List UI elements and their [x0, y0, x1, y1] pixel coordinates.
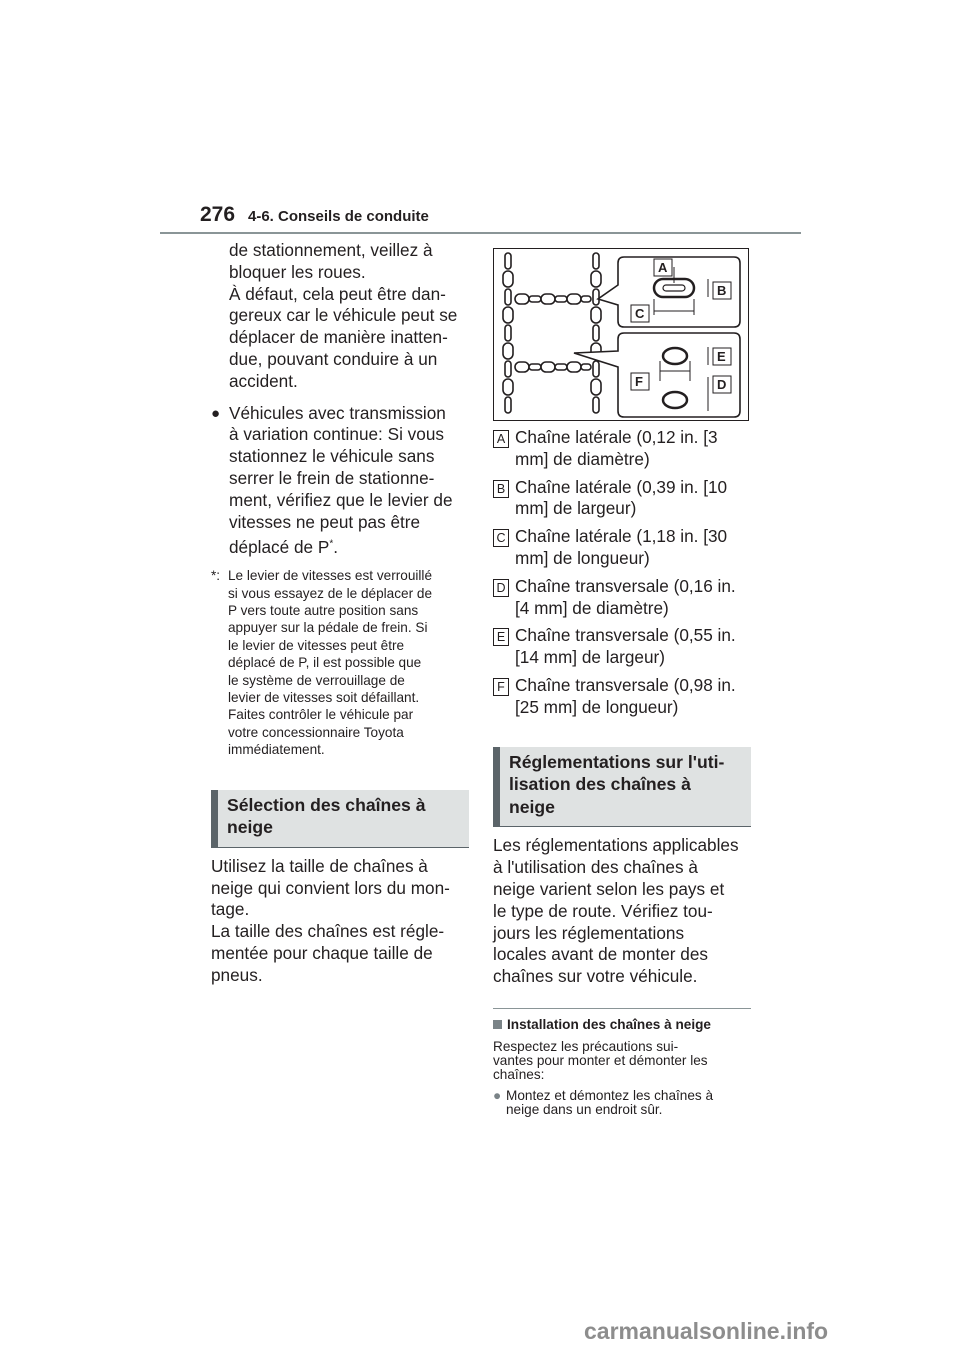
text-line: vantes pour monter et démonter les [493, 1052, 708, 1068]
text-line: mm] de largeur) [515, 498, 637, 519]
legend-item [493, 576, 751, 620]
figure-label: E [717, 349, 726, 364]
bullet-text [229, 403, 453, 560]
figure-label: F [635, 374, 643, 389]
text-line: déplacé de P, il est possible que [228, 655, 422, 671]
text-line: neige varient selon les pays et [493, 878, 725, 899]
section-heading [493, 747, 751, 828]
text-line: stationnez le véhicule sans [229, 446, 435, 467]
legend-item [493, 526, 751, 570]
figure-label: C [635, 306, 645, 321]
circle-bullet-icon: ● [493, 1087, 502, 1103]
legend-letter: B [493, 480, 509, 498]
text-line: Chaîne transversale (0,16 in. [515, 575, 736, 596]
watermark: carmanualsonline.info [584, 1318, 829, 1344]
text-line: Respectez les précautions sui- [493, 1038, 679, 1054]
text-line: Chaîne latérale (1,18 in. [30 [515, 526, 728, 547]
text-line: [14 mm] de largeur) [515, 647, 665, 668]
footnote-mark: *: [211, 568, 221, 584]
text-span: . [333, 537, 339, 558]
legend-letter: C [493, 529, 509, 547]
text-line: serrer le frein de stationne- [229, 467, 435, 488]
text-line: Chaîne transversale (0,55 in. [515, 625, 736, 646]
legend-text [515, 427, 718, 471]
text-line: mm] de longueur) [515, 547, 650, 568]
heading-line: neige [509, 796, 555, 817]
right-column [493, 248, 751, 1117]
text-line: vitesses ne peut pas être [229, 511, 421, 532]
legend-letter: E [493, 628, 509, 646]
bullet-text [506, 1089, 713, 1117]
left-column [211, 240, 469, 987]
text-line: accident. [229, 370, 298, 391]
subsection-divider [493, 1008, 751, 1009]
subsection-bullet [493, 1089, 751, 1117]
bullet-dot-icon: ● [211, 404, 221, 422]
heading-line: Réglementations sur l'uti- [509, 751, 725, 772]
square-bullet-icon [493, 1020, 502, 1029]
text-line: le système de verrouillage de [228, 672, 405, 688]
text-line: pneus. [211, 964, 263, 985]
text-line: bloquer les roues. [229, 261, 366, 282]
footnote-text [228, 567, 432, 758]
legend-item [493, 675, 751, 719]
text-line: locales avant de monter des [493, 944, 708, 965]
snow-chain-figure [493, 248, 749, 421]
heading-line: lisation des chaînes à [509, 774, 691, 795]
text-line: le type de route. Vérifiez tou- [493, 900, 713, 921]
text-line: le levier de vitesses peut être [228, 637, 405, 653]
text-line: À défaut, cela peut être dan- [229, 283, 446, 304]
text-line: due, pouvant conduire à un [229, 348, 438, 369]
legend-text [515, 625, 736, 669]
text-line: Les réglementations applicables [493, 835, 739, 856]
text-line: neige dans un endroit sûr. [506, 1101, 663, 1117]
heading-line: Sélection des chaînes à [227, 794, 426, 815]
legend-letter: D [493, 579, 509, 597]
header-divider [160, 232, 801, 234]
snow-chain-diagram [494, 249, 748, 420]
text-line: immédiatement. [228, 742, 325, 758]
text-line: mm] de diamètre) [515, 448, 650, 469]
text-line: Utilisez la taille de chaînes à [211, 855, 428, 876]
text-line: si vous essayez de le déplacer de [228, 585, 433, 601]
footnote-marker: * [329, 538, 334, 550]
text-line [229, 537, 453, 559]
text-span: déplacé de P [229, 537, 330, 558]
figure-legend [493, 427, 751, 719]
text-line: tage. [211, 899, 250, 920]
legend-item [493, 477, 751, 521]
text-line: appuyer sur la pédale de frein. Si [228, 620, 428, 636]
footnote [211, 567, 469, 758]
legend-text [515, 675, 736, 719]
subsection-title-text: Installation des chaînes à neige [507, 1016, 711, 1032]
section-heading [211, 790, 469, 848]
text-line: neige qui convient lors du mon- [211, 877, 450, 898]
text-line: Faites contrôler le véhicule par [228, 707, 414, 723]
text-line: chaînes: [493, 1066, 545, 1082]
continuation-paragraph [229, 240, 469, 393]
text-line: levier de vitesses soit défaillant. [228, 690, 420, 705]
legend-text [515, 576, 736, 620]
text-line: gereux car le véhicule peut se [229, 305, 458, 326]
legend-text [515, 477, 727, 521]
figure-label: B [717, 283, 727, 298]
text-line: votre concessionnaire Toyota [228, 724, 404, 740]
text-line: Montez et démontez les chaînes à [506, 1087, 714, 1103]
legend-item [493, 625, 751, 669]
text-line: chaînes sur votre véhicule. [493, 966, 698, 987]
subsection-title [493, 1017, 751, 1032]
figure-label: A [658, 260, 668, 275]
regulations-paragraph [493, 835, 751, 988]
text-line: mentée pour chaque taille de [211, 943, 433, 963]
text-line: [4 mm] de diamètre) [515, 597, 669, 618]
section-title: 4-6. Conseils de conduite [248, 208, 429, 225]
legend-text [515, 526, 727, 570]
subsection-text [493, 1040, 751, 1082]
text-line: à variation continue: Si vous [229, 424, 444, 445]
text-line: La taille des chaînes est régle- [211, 921, 445, 942]
text-line: à l'utilisation des chaînes à [493, 857, 698, 878]
text-line: de stationnement, veillez à [229, 240, 433, 260]
legend-letter: F [493, 678, 509, 696]
text-line: Véhicules avec transmission [229, 402, 446, 423]
heading-line: neige [227, 817, 273, 838]
text-line: P vers toute autre position sans [228, 602, 419, 618]
text-line: Chaîne latérale (0,39 in. [10 [515, 476, 728, 497]
legend-item [493, 427, 751, 471]
text-line: [25 mm] de longueur) [515, 696, 679, 717]
text-line: ment, vérifiez que le levier de [229, 489, 453, 510]
text-line: Chaîne transversale (0,98 in. [515, 674, 736, 695]
selection-paragraph [211, 856, 469, 987]
page-number: 276 [200, 203, 236, 226]
text-line: déplacer de manière inatten- [229, 327, 448, 348]
cvt-bullet [211, 403, 469, 560]
legend-letter: A [493, 430, 509, 448]
text-line: Le levier de vitesses est verrouillé [228, 568, 432, 584]
text-line: jours les réglementations [493, 922, 685, 943]
figure-label: D [717, 377, 727, 392]
text-line: Chaîne latérale (0,12 in. [3 [515, 427, 718, 447]
